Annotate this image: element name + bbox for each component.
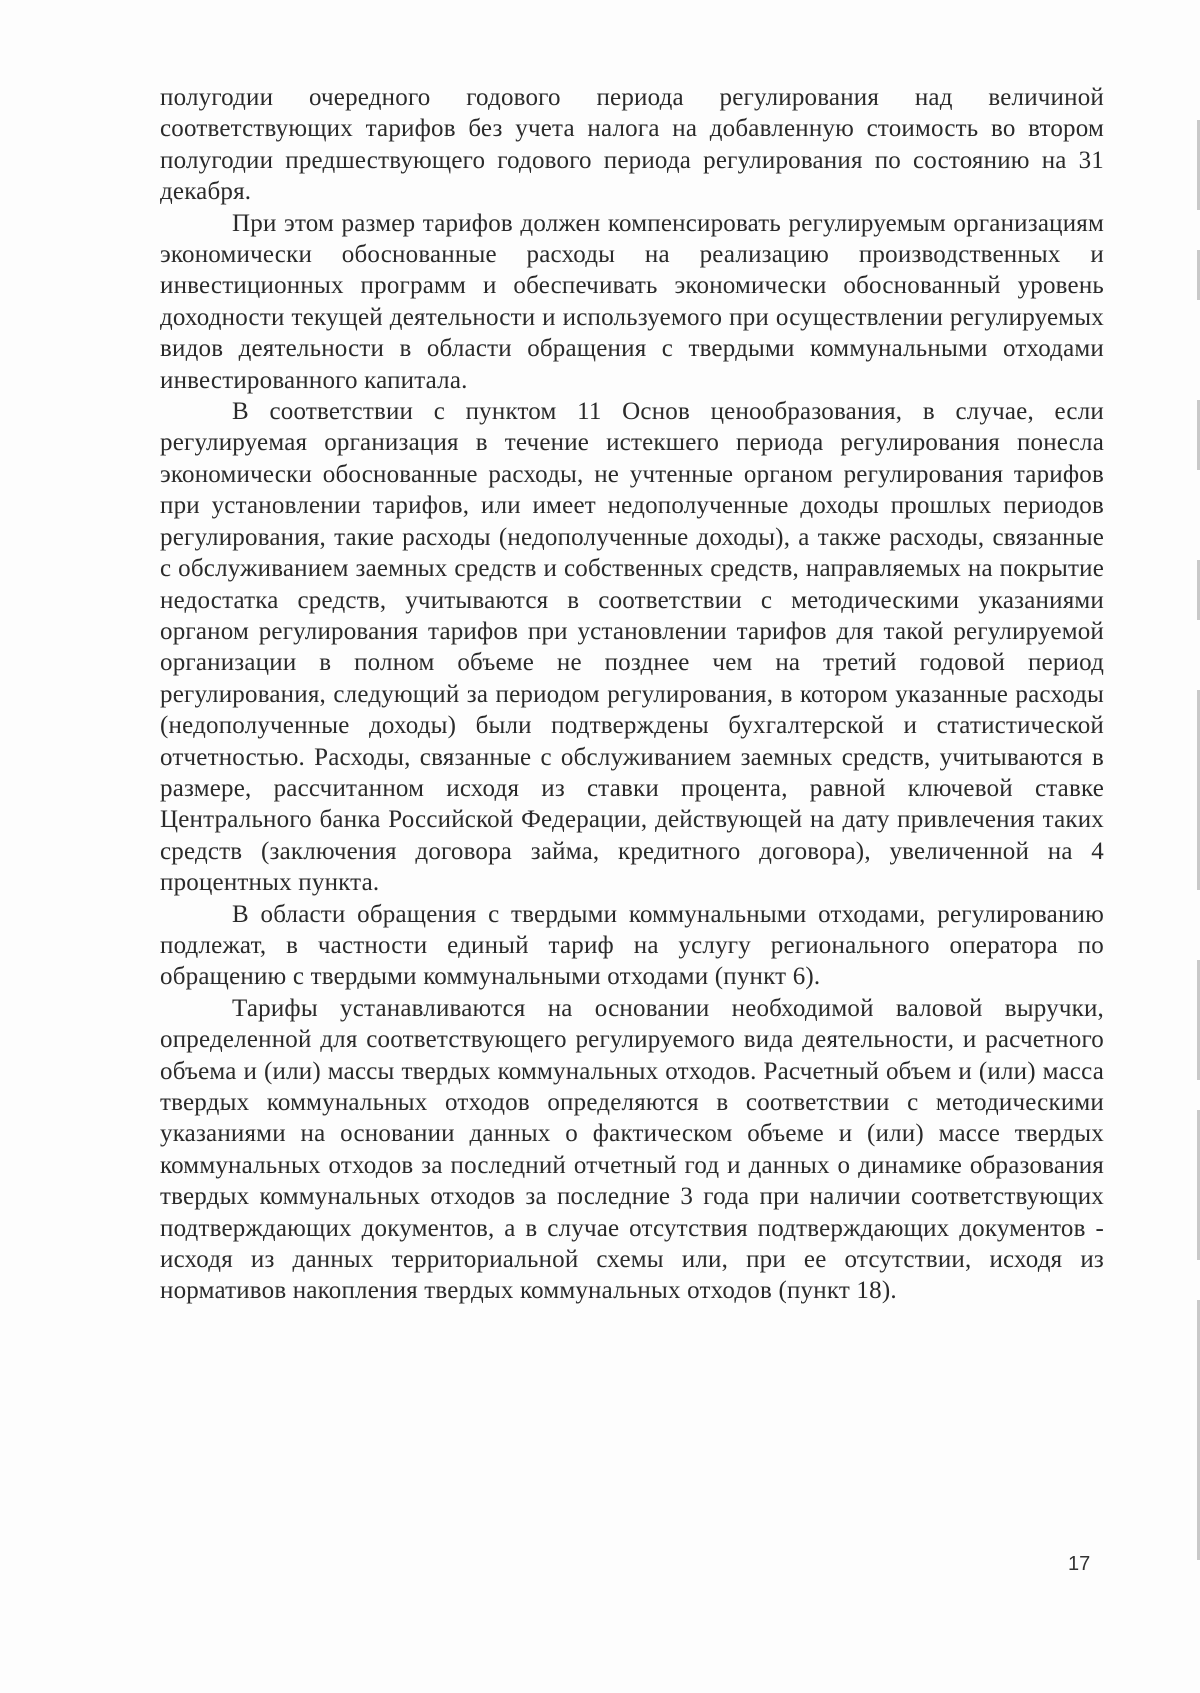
page-number: 17: [1068, 1553, 1091, 1575]
paragraph-continuation: полугодии очередного годового периода регулирования над величиной соответствующих тарифов без учета налога на добавленную стоимость во втором полугодии предшествующего годового периода регулирования по состоянию на 31 декабря.: [160, 84, 1104, 206]
paragraph-tariff-establishment: Тарифы устанавливаются на основании необходимой валовой выручки, определенной для соответствующего регулируемого вида деятельности, и расчетного объема и (или) массы твердых коммунальных отходов. Расчетный объем и (или) масса твердых коммунальных отходов определяются в соответствии с методическими указаниями на основании данных о фактическом объеме и (или) массе твердых коммунальных отходов за последний отчетный год и данных о динамике образования твердых коммунальных отходов за последние 3 года при наличии соответствующих подтверждающих документов, а в случае отсутствия подтверждающих документов - исходя из данных территориальной схемы или, при ее отсутствии, исходя из нормативов накопления твердых коммунальных отходов (пункт 18).: [160, 994, 1104, 1305]
paragraph-waste-regulation: В области обращения с твердыми коммунальными отходами, регулированию подлежат, в частности единый тариф на услугу регионального оператора по обращению с твердыми коммунальными отходами (пункт 6).: [160, 900, 1104, 991]
document-body: [160, 82, 1104, 1307]
paragraph-tariff-size: При этом размер тарифов должен компенсировать регулируемым организациям экономически обоснованные расходы на реализацию производственных и инвестиционных программ и обеспечивать экономически обоснованный уровень доходности текущей деятельности и используемого при осуществлении регулируемых видов деятельности в области обращения с твердыми коммунальными отходами инвестированного капитала.: [160, 209, 1104, 394]
paragraph-pricing-basics: В соответствии с пунктом 11 Основ ценообразования, в случае, если регулируемая организация в течение истекшего периода регулирования понесла экономически обоснованные расходы, не учтенные органом регулирования тарифов при установлении тарифов, или имеет недополученные доходы прошлых периодов регулирования, такие расходы (недополученные доходы), а также расходы, связанные с обслуживанием заемных средств и собственных средств, направляемых на покрытие недостатка средств, учитываются в соответствии с методическими указаниями органом регулирования тарифов при установлении тарифов для такой регулируемой организации в полном объеме не позднее чем на третий годовой период регулирования, следующий за периодом регулирования, в котором указанные расходы (недополученные доходы) были подтверждены бухгалтерской и статистической отчетностью. Расходы, связанные с обслуживанием заемных средств, учитываются в размере, рассчитанном исходя из ставки процента, равной ключевой ставке Центрального банка Российской Федерации, действующей на дату привлечения таких средств (заключения договора займа, кредитного договора), увеличенной на 4 процентных пункта.: [160, 398, 1104, 897]
